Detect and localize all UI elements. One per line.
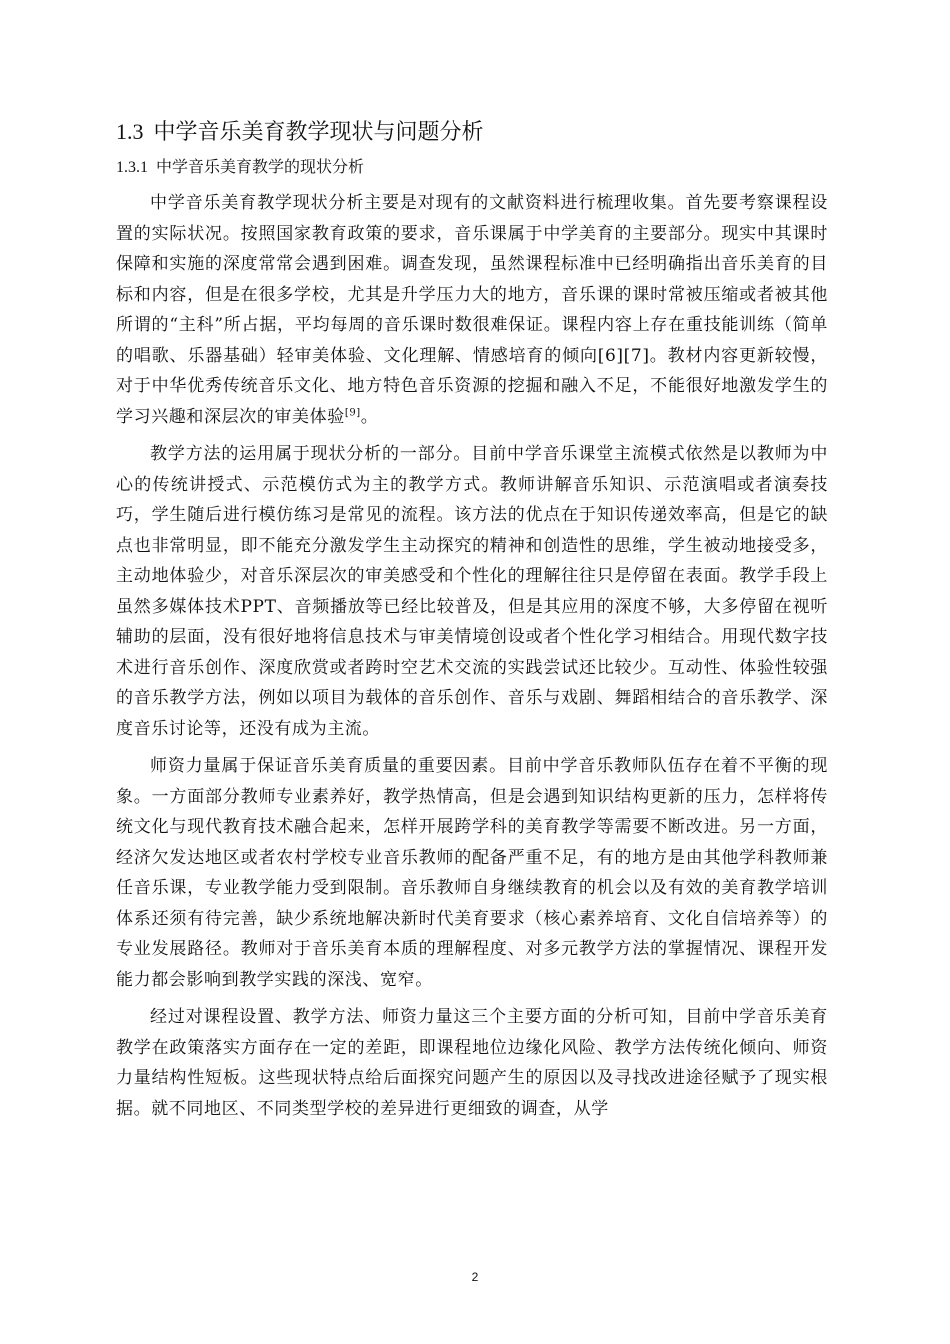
- paragraph-teaching-methods: [116, 439, 828, 744]
- paragraph-text: 教学方法的运用属于现状分析的一部分。目前中学音乐课堂主流模式依然是以教师为中心的传统讲授式、示范模仿式为主的教学方式。教师讲解音乐知识、示范演唱或者演奏技巧，学生随后进行模仿练习是常见的流程。该方法的优点在于知识传递效率高，但是它的缺点也非常明显，即不能充分激发学生主动探究的精神和创造性的思维，学生被动地接受多，主动地体验少，对音乐深层次的审美感受和个性化的理解往往只是停留在表面。教学手段上虽然多媒体技术PPT、音频播放等已经比较普及，但是其应用的深度不够，大多停留在视听辅助的层面，没有很好地将信息技术与审美情境创设或者个性化学习相结合。用现代数字技术进行音乐创作、深度欣赏或者跨时空艺术交流的实践尝试还比较少。互动性、体验性较强的音乐教学方法，例如以项目为载体的音乐创作、音乐与戏剧、舞蹈相结合的音乐教学、深度音乐讨论等，还没有成为主流。: [116, 444, 828, 739]
- subsection-title: 中学音乐美育教学的现状分析: [156, 157, 365, 176]
- citation-superscript: [9]: [344, 406, 361, 418]
- page-number: 2: [471, 1270, 479, 1284]
- subsection-heading: [116, 155, 828, 180]
- paragraph-summary: [116, 1002, 828, 1124]
- section-heading: [116, 114, 828, 151]
- section-number: 1.3: [116, 119, 144, 144]
- paragraph-text: 中学音乐美育教学现状分析主要是对现有的文献资料进行梳理收集。首先要考察课程设置的实际状况。按照国家教育政策的要求，音乐课属于中学美育的主要部分。现实中其课时保障和实施的深度常常会遇到困难。调查发现，虽然课程标准中已经明确指出音乐美育的目标和内容，但是在很多学校，尤其是升学压力大的地方，音乐课的课时常被压缩或者被其他所谓的“主科”所占据，平均每周的音乐课时数很难保证。课程内容上存在重技能训练（简单的唱歌、乐器基础）轻审美体验、文化理解、情感培育的倾向[6][7]。教材内容更新较慢，对于中华优秀传统音乐文化、地方特色音乐资源的挖掘和融入不足，不能很好地激发学生的学习兴趣和深层次的审美体验: [116, 193, 828, 427]
- paragraph-teaching-staff: [116, 751, 828, 995]
- subsection-number: 1.3.1: [116, 159, 148, 176]
- page-content: [116, 114, 828, 1124]
- paragraph-curriculum: [116, 188, 828, 432]
- paragraph-text: 师资力量属于保证音乐美育质量的重要因素。目前中学音乐教师队伍存在着不平衡的现象。一方面部分教师专业素养好，教学热情高，但是会遇到知识结构更新的压力，怎样将传统文化与现代教育技术融合起来，怎样开展跨学科的美育教学等需要不断改进。另一方面，经济欠发达地区或者农村学校专业音乐教师的配备严重不足，有的地方是由其他学科教师兼任音乐课，专业教学能力受到限制。音乐教师自身继续教育的机会以及有效的美育教学培训体系还须有待完善，缺少系统地解决新时代美育要求（核心素养培育、文化自信培养等）的专业发展路径。教师对于音乐美育本质的理解程度、对多元教学方法的掌握情况、课程开发能力都会影响到教学实践的深浅、宽窄。: [116, 756, 828, 990]
- paragraph-tail: 。: [360, 406, 379, 427]
- section-title: 中学音乐美育教学现状与问题分析: [153, 120, 484, 145]
- paragraph-text: 经过对课程设置、教学方法、师资力量这三个主要方面的分析可知，目前中学音乐美育教学在政策落实方面存在一定的差距，即课程地位边缘化风险、教学方法传统化倾向、师资力量结构性短板。这些现状特点给后面探究问题产生的原因以及寻找改进途径赋予了现实根据。就不同地区、不同类型学校的差异进行更细致的调查，从学: [116, 1007, 828, 1119]
